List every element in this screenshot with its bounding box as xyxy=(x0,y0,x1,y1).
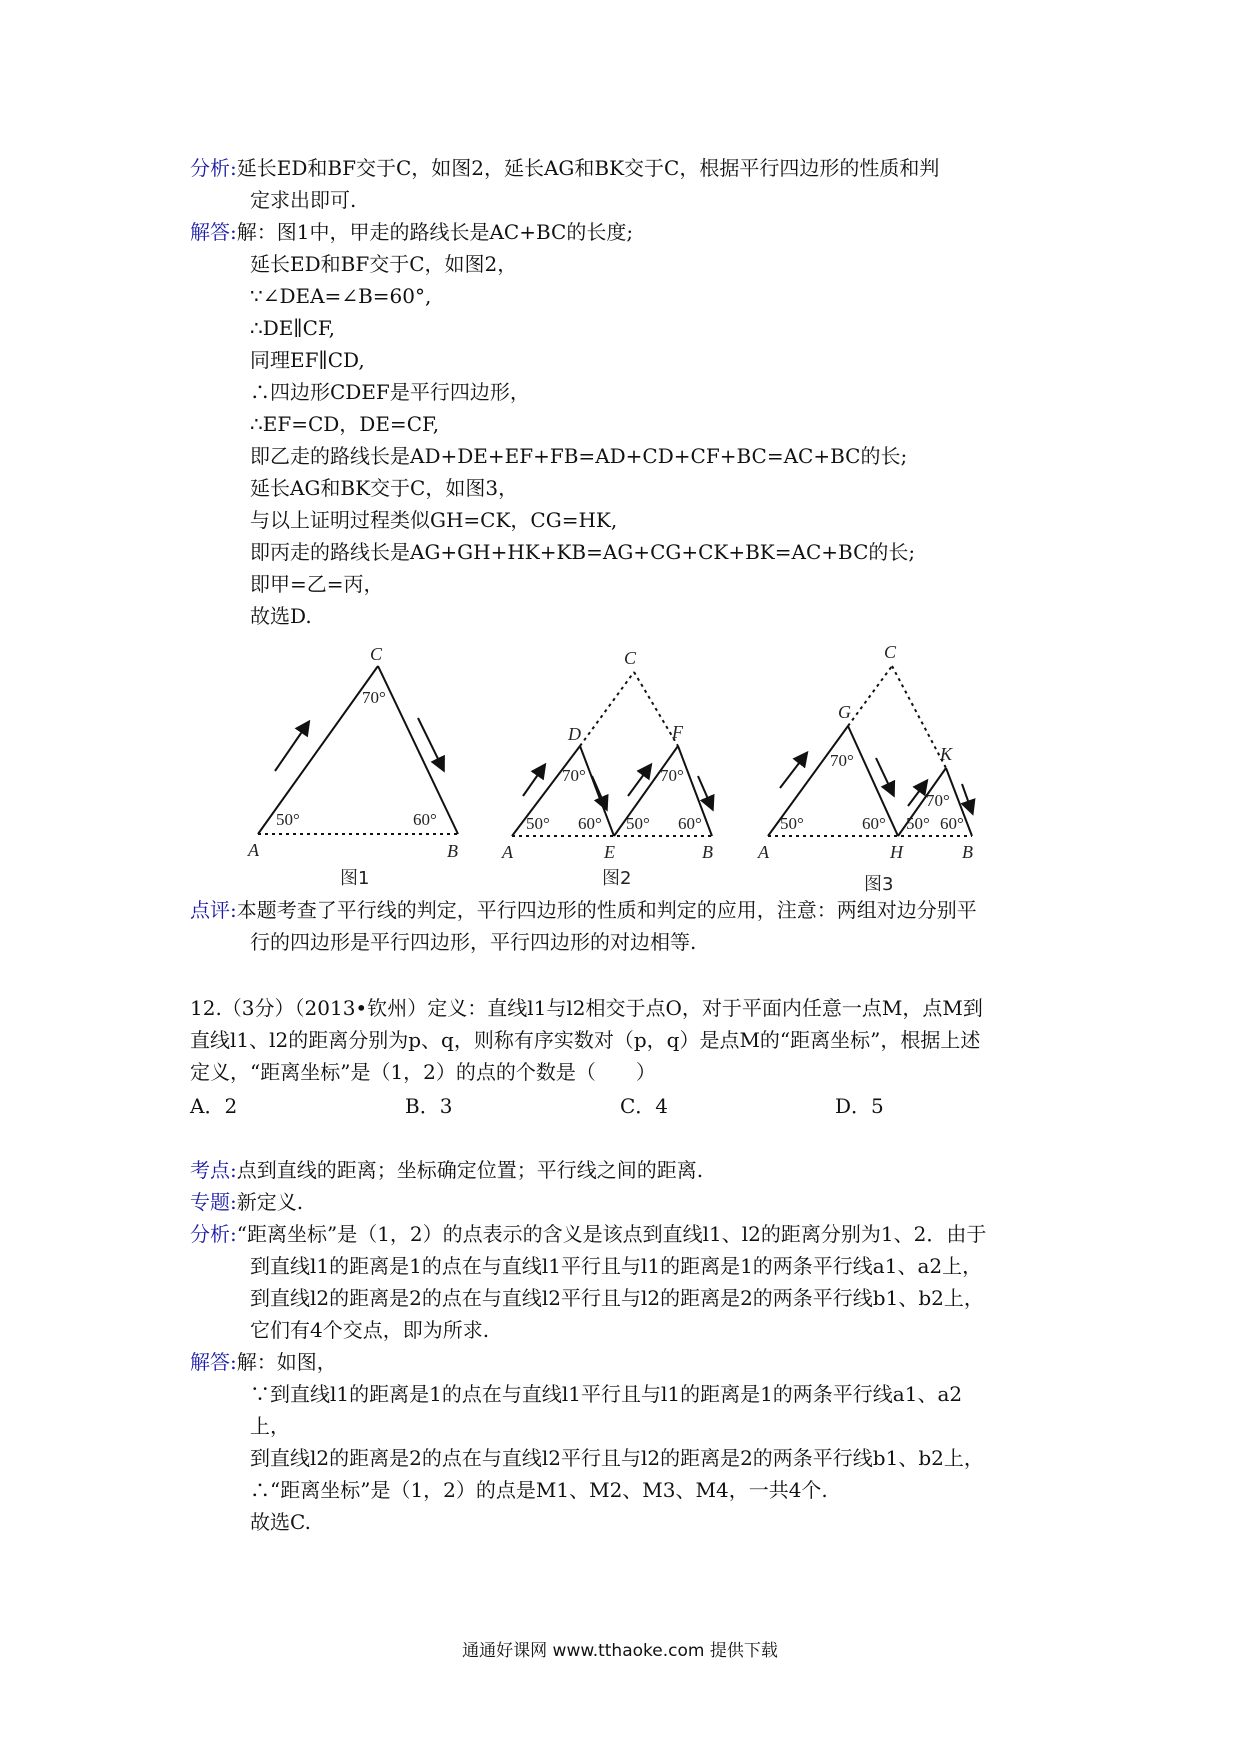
comment-tag: 点评: xyxy=(190,898,237,922)
q12-choice-c: C．4 xyxy=(620,1094,669,1118)
q12-answer-tag: 解答: xyxy=(190,1350,237,1374)
analysis-line-2: 定求出即可. xyxy=(250,188,357,212)
fig3-angle-2: 70° xyxy=(830,751,854,770)
fig1-label-a: A xyxy=(248,840,259,860)
fig1-caption: 图1 xyxy=(340,868,370,889)
answer-text-0: 解：图1中，甲走的路线长是AC+BC的长度; xyxy=(236,220,634,244)
q12-kaodian xyxy=(190,1158,703,1182)
q12-choice-a: A．2 xyxy=(190,1094,238,1118)
fig3-label-g: G xyxy=(838,702,851,722)
answer-line-2: ∵∠DEA=∠B=60°, xyxy=(250,284,432,308)
q12-answer-0 xyxy=(190,1350,337,1374)
fig2-angle-4: 50° xyxy=(626,814,650,833)
kaodian-text: 点到直线的距离；坐标确定位置；平行线之间的距离. xyxy=(236,1158,704,1182)
fig3-angle-5: 70° xyxy=(926,791,950,810)
q12-answer-1: ∵到直线l1的距离是1的点在与直线l1平行且与l1的距离是1的两条平行线a1、a2 xyxy=(250,1382,963,1406)
fig2-label-b: B xyxy=(702,842,713,862)
fig2-label-f: F xyxy=(672,722,683,742)
fig3-angle-1: 50° xyxy=(780,814,804,833)
q12-choice-d: D．5 xyxy=(835,1094,884,1118)
answer-line-0 xyxy=(190,220,633,244)
q12-stem-3: 定义，“距离坐标”是（1，2）的点的个数是（ ） xyxy=(190,1060,656,1084)
fig3-label-a: A xyxy=(758,842,769,862)
q12-answer-4: ∴“距离坐标”是（1，2）的点是M1、M2、M3、M4，一共4个. xyxy=(250,1478,828,1502)
figure-3 xyxy=(757,642,973,895)
answer-tag: 解答: xyxy=(190,220,237,244)
q12-answer-2: 上， xyxy=(250,1414,290,1438)
fig3-angle-6: 60° xyxy=(940,814,964,833)
q12-zhuanti xyxy=(190,1190,303,1214)
fig2-angle-6: 60° xyxy=(678,814,702,833)
comment-line-1 xyxy=(190,898,977,922)
fig3-angle-4: 50° xyxy=(906,814,930,833)
fig3-label-h: H xyxy=(890,842,903,862)
fig3-caption: 图3 xyxy=(864,874,894,895)
fig2-angle-3: 60° xyxy=(578,814,602,833)
q12-analysis-text-0: “距离坐标”是（1，2）的点表示的含义是该点到直线l1、l2的距离分别为1、2．由于 xyxy=(236,1222,987,1246)
fig1-angle-b: 60° xyxy=(413,810,437,829)
fig3-angle-3: 60° xyxy=(862,814,886,833)
q12-analysis-4: 它们有4个交点，即为所求. xyxy=(250,1318,490,1342)
kaodian-tag: 考点: xyxy=(190,1158,237,1182)
answer-line-12: 故选D. xyxy=(250,604,312,628)
page-footer: 通通好课网 www.tthaoke.com 提供下载 xyxy=(462,1641,778,1661)
comment-text-1: 本题考查了平行线的判定，平行四边形的性质和判定的应用，注意：两组对边分别平 xyxy=(236,898,977,922)
answer-line-4: 同理EF∥CD, xyxy=(250,348,365,372)
fig2-label-e: E xyxy=(604,842,615,862)
analysis-text-1: 延长ED和BF交于C，如图2，延长AG和BK交于C，根据平行四边形的性质和判 xyxy=(236,156,940,180)
figure-2 xyxy=(501,648,713,889)
q12-stem-2: 直线l1、l2的距离分别为p、q，则称有序实数对（p，q）是点M的“距离坐标”，根据上述 xyxy=(190,1028,981,1052)
fig2-angle-1: 50° xyxy=(526,814,550,833)
q12-choice-b: B．3 xyxy=(405,1094,453,1118)
q12-answer-text-0: 解：如图， xyxy=(236,1350,337,1374)
fig3-label-k: K xyxy=(940,744,953,764)
q12-stem-1: 12.（3分）（2013•钦州）定义：直线l1与l2相交于点O，对于平面内任意一点M，点M到 xyxy=(190,996,983,1020)
answer-line-5: ∴四边形CDEF是平行四边形， xyxy=(250,380,530,404)
answer-line-11: 即甲=乙=丙， xyxy=(250,572,384,596)
answer-line-10: 即丙走的路线长是AG+GH+HK+KB=AG+CG+CK+BK=AC+BC的长; xyxy=(250,540,916,564)
fig2-label-a: A xyxy=(502,842,513,862)
fig2-label-c: C xyxy=(624,648,637,668)
comment-line-2: 行的四边形是平行四边形，平行四边形的对边相等. xyxy=(250,930,697,954)
figure-1 xyxy=(247,644,458,889)
answer-line-9: 与以上证明过程类似GH=CK，CG=HK, xyxy=(250,508,618,532)
q12-analysis-2: 到直线l1的距离是1的点在与直线l1平行且与l1的距离是1的两条平行线a1、a2上， xyxy=(250,1254,983,1278)
fig1-label-c: C xyxy=(370,644,383,664)
triangle-figures xyxy=(0,636,1240,906)
answer-line-8: 延长AG和BK交于C，如图3， xyxy=(250,476,519,500)
q12-analysis-3: 到直线l2的距离是2的点在与直线l2平行且与l2的距离是2的两条平行线b1、b2上， xyxy=(250,1286,984,1310)
zhuanti-text: 新定义. xyxy=(236,1190,304,1214)
fig3-label-c: C xyxy=(884,642,897,662)
q12-answer-5: 故选C. xyxy=(250,1510,311,1534)
answer-line-1: 延长ED和BF交于C，如图2， xyxy=(250,252,518,276)
answer-line-7: 即乙走的路线长是AD+DE+EF+FB=AD+CD+CF+BC=AC+BC的长; xyxy=(250,444,908,468)
fig1-angle-a: 50° xyxy=(276,810,300,829)
zhuanti-tag: 专题: xyxy=(190,1190,237,1214)
fig2-angle-2: 70° xyxy=(562,766,586,785)
fig2-angle-5: 70° xyxy=(660,766,684,785)
q12-answer-3: 到直线l2的距离是2的点在与直线l2平行且与l2的距离是2的两条平行线b1、b2上， xyxy=(250,1446,984,1470)
q12-analysis-tag: 分析: xyxy=(190,1222,237,1246)
q12-analysis-1 xyxy=(190,1222,986,1246)
answer-line-6: ∴EF=CD，DE=CF, xyxy=(250,412,440,436)
answer-line-3: ∴DE∥CF, xyxy=(250,316,336,340)
fig2-caption: 图2 xyxy=(602,868,632,889)
fig3-label-b: B xyxy=(962,842,973,862)
analysis-line-1 xyxy=(190,156,939,180)
fig1-label-b: B xyxy=(447,841,458,861)
fig1-angle-c: 70° xyxy=(362,688,386,707)
fig2-label-d: D xyxy=(568,724,581,744)
analysis-tag: 分析: xyxy=(190,156,237,180)
